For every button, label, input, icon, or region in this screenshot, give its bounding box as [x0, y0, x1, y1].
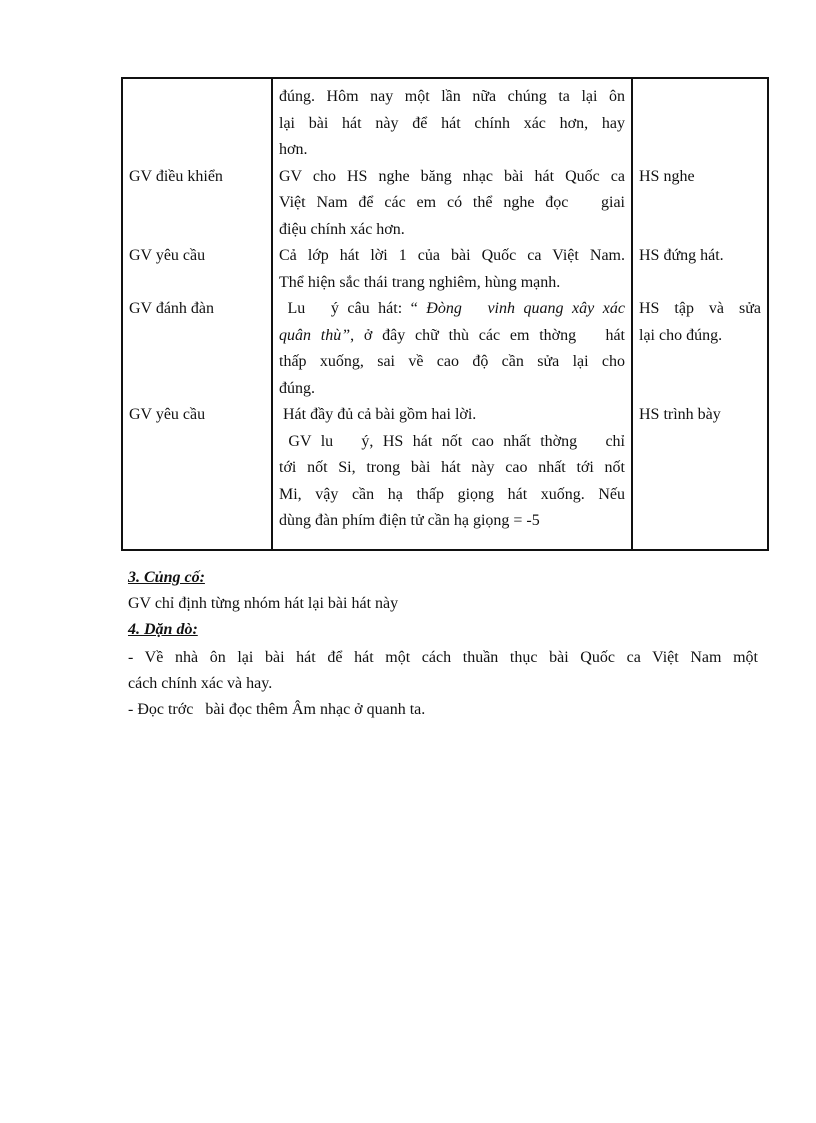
student-activity-cell	[632, 78, 768, 164]
table-row	[122, 164, 768, 244]
content-line: Thể hiện sắc thái trang nghiêm, hùng mạnh.	[279, 273, 561, 291]
lesson-table	[121, 77, 769, 551]
student-activity-cell: HS đứng hát.	[632, 243, 768, 296]
instruction-line: - Về nhà ôn lại bài hát để hát một cách thuần thục bài Quốc ca Việt Nam một	[128, 649, 758, 666]
content-cell	[272, 164, 632, 244]
student-activity-cell: HS trình bày	[632, 402, 768, 550]
content-line	[279, 323, 625, 350]
content-line	[279, 296, 625, 323]
content-line: dùng đàn phím điện tử cần hạ giọng = -5	[279, 512, 540, 529]
table-row	[122, 402, 768, 550]
instruction-line: - Đọc trớc bài đọc thêm Âm nhạc ở quanh ta.	[128, 701, 426, 718]
content-line: đúng.	[279, 379, 315, 397]
teacher-activity-cell: GV đánh đàn	[122, 296, 272, 402]
content-cell	[272, 402, 632, 550]
content-line: GV lu ý, HS hát nốt cao nhất thờng chỉ	[279, 432, 625, 450]
section-4-body	[128, 645, 758, 723]
content-cell	[272, 243, 632, 296]
content-line: điệu chính xác hơn.	[279, 220, 405, 238]
content-line: GV cho HS nghe băng nhạc bài hát Quốc ca	[279, 167, 625, 185]
student-activity-cell: HS nghe	[632, 164, 768, 244]
content-text: Lu ý câu hát: “	[279, 300, 418, 317]
table-row	[122, 78, 768, 164]
student-activity-cell	[632, 296, 768, 402]
section-heading: 4. Dặn dò:	[128, 621, 198, 638]
content-cell	[272, 296, 632, 402]
lyric-quote: Đòng vinh quang xây xác	[417, 300, 625, 317]
content-line: Hát đầy đủ cả bài gồm hai lời.	[279, 406, 477, 423]
content-line: đúng. Hôm nay một lần nữa chúng ta lại ôn	[279, 88, 625, 105]
content-text: , ở đây chữ thù các em thờng hát	[350, 326, 625, 344]
section-3-text: GV chỉ định từng nhóm hát lại bài hát này	[128, 595, 399, 612]
content-line: Mi, vậy cần hạ thấp giọng hát xuống. Nếu	[279, 485, 625, 503]
teacher-activity-cell: GV yêu cầu	[122, 402, 272, 550]
teacher-activity-cell	[122, 78, 272, 164]
table-row	[122, 296, 768, 402]
content-line: tới nốt Si, trong bài hát này cao nhất tới nốt	[279, 459, 625, 476]
content-cell	[272, 78, 632, 164]
table-row	[122, 243, 768, 296]
lyric-quote: quân thù”	[279, 326, 351, 344]
content-line: hơn.	[279, 141, 308, 158]
content-line: Cả lớp hát lời 1 của bài Quốc ca Việt Nam.	[279, 247, 625, 264]
section-heading: 3. Củng cố:	[128, 569, 205, 586]
content-line: thấp xuống, sai về cao độ cần sửa lại cho	[279, 353, 625, 370]
content-line: Việt Nam để các em có thể nghe đọc giai	[279, 194, 625, 211]
instruction-line: cách chính xác và hay.	[128, 675, 273, 692]
section-3-heading	[128, 565, 758, 591]
teacher-activity-cell: GV điều khiển	[122, 164, 272, 244]
section-4-heading	[128, 617, 758, 643]
content-line: lại bài hát này để hát chính xác hơn, hay	[279, 114, 625, 132]
student-line: HS tập và sửa	[639, 300, 761, 317]
teacher-activity-cell: GV yêu cầu	[122, 243, 272, 296]
student-line: lại cho đúng.	[639, 326, 723, 344]
